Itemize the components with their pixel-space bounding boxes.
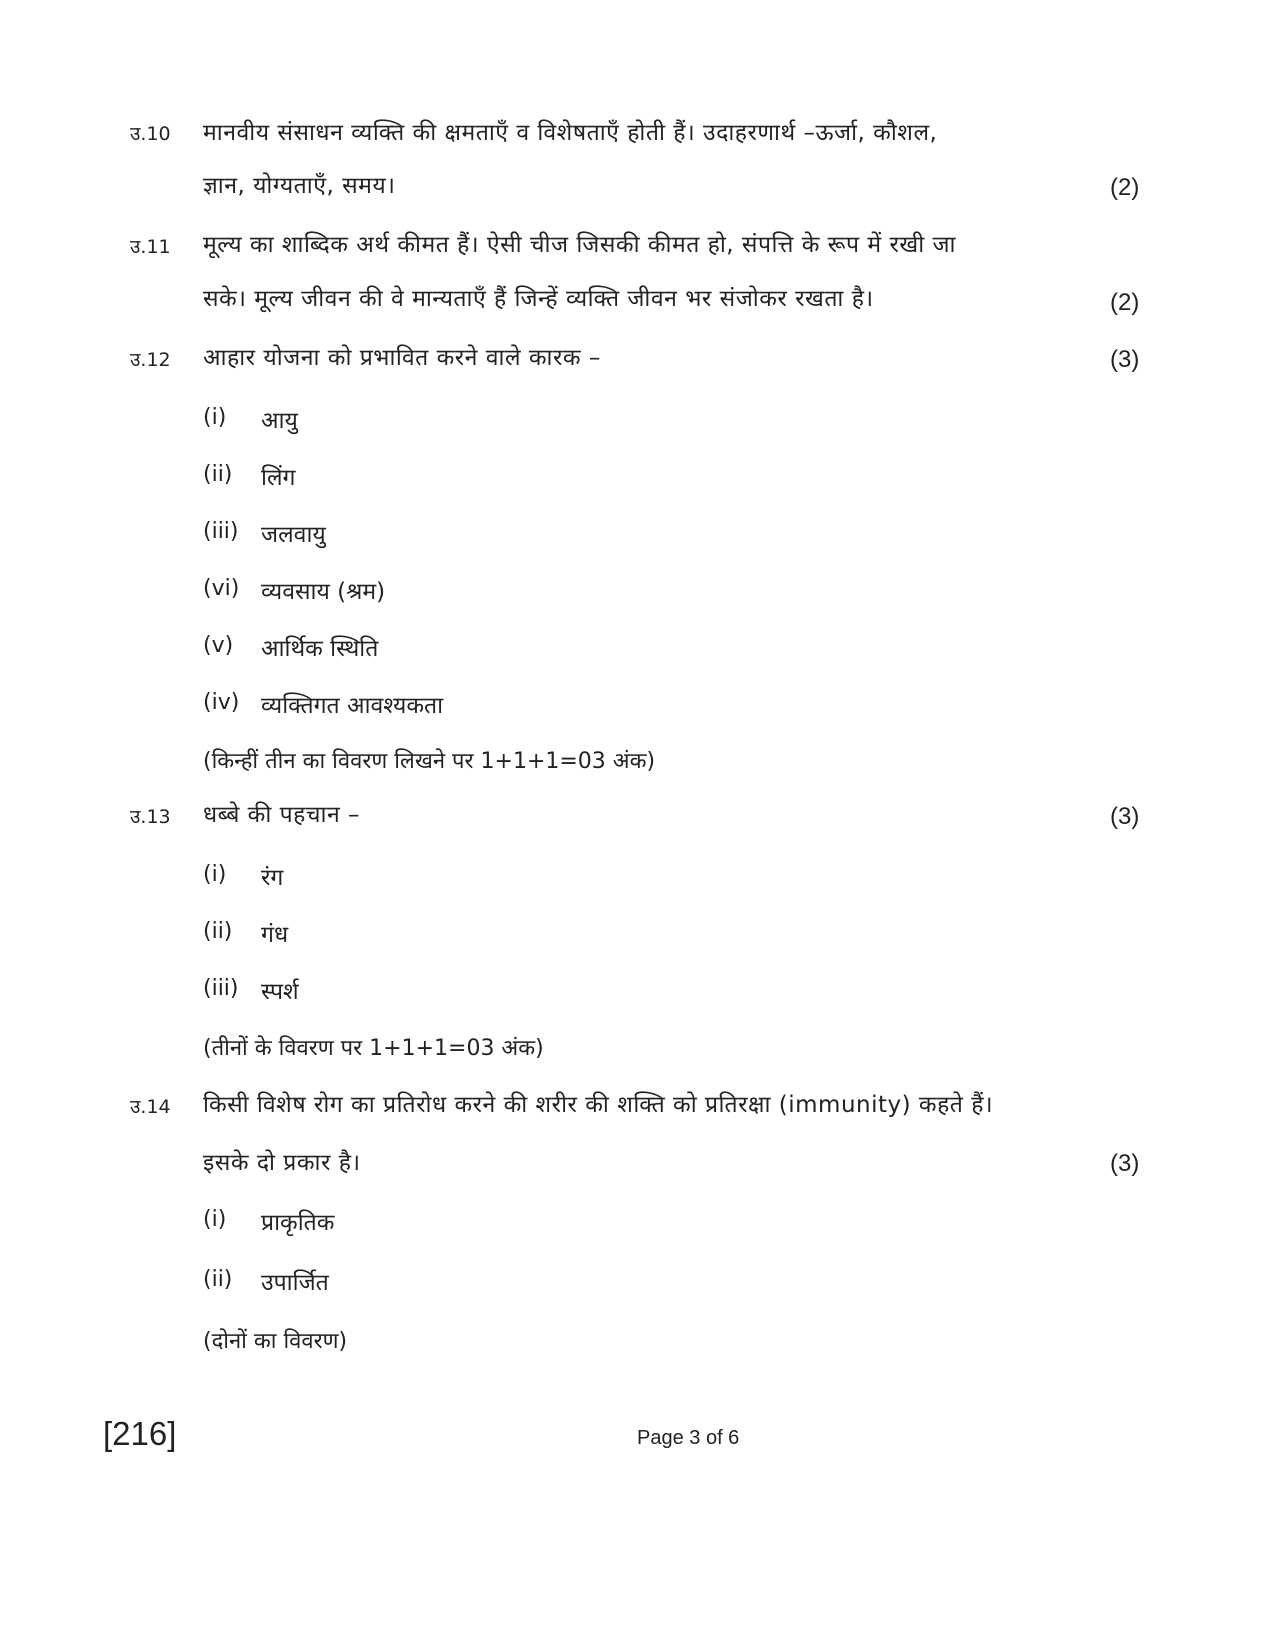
answer-13-line-1: धब्बे की पहचान – [203, 802, 361, 828]
list-item-roman: (i) [203, 862, 227, 887]
list-item-roman: (ii) [203, 1267, 233, 1292]
answer-12-line-1: आहार योजना को प्रभावित करने वाले कारक – [203, 345, 601, 371]
list-item-roman: (iii) [203, 976, 239, 1001]
list-item-roman: (ii) [203, 919, 233, 944]
answer-10-marks: (2) [1110, 174, 1140, 201]
list-item-text: जलवायु [261, 522, 326, 548]
list-item-text: रंग [261, 865, 284, 891]
list-item-text: आर्थिक स्थिति [261, 636, 379, 662]
answer-14-marks: (3) [1110, 1150, 1140, 1177]
answer-13-note: (तीनों के विवरण पर 1+1+1=03 अंक) [203, 1036, 544, 1061]
list-item-roman: (ii) [203, 462, 233, 487]
answer-11-line-2: सके। मूल्य जीवन की वे मान्यताएँ हैं जिन्हें व्यक्ति जीवन भर संजोकर रखता है। [203, 286, 874, 312]
list-item-roman: (i) [203, 1207, 227, 1232]
list-item-text: प्राकृतिक [261, 1210, 335, 1236]
subject-code: [216] [103, 1415, 177, 1452]
answer-number-12: उ.12 [130, 349, 171, 371]
list-item-roman: (i) [203, 405, 227, 430]
list-item-text: आयु [261, 408, 298, 434]
answer-10-line-2: ज्ञान, योग्यताएँ, समय। [203, 173, 396, 199]
list-item-text: गंध [261, 922, 289, 948]
answer-14-line-2: इसके दो प्रकार है। [203, 1150, 361, 1176]
list-item-roman: (vi) [203, 576, 240, 601]
answer-10-line-1: मानवीय संसाधन व्यक्ति की क्षमताएँ व विशेषताएँ होती हैं। उदाहरणार्थ –ऊर्जा, कौशल, [203, 120, 938, 146]
list-item-roman: (iv) [203, 690, 240, 715]
list-item-roman: (iii) [203, 519, 239, 544]
answer-11-marks: (2) [1110, 289, 1140, 316]
answer-number-11: उ.11 [130, 236, 171, 258]
answer-number-10: उ.10 [130, 123, 171, 145]
list-item-text: व्यवसाय (श्रम) [261, 579, 386, 605]
list-item-text: उपार्जित [261, 1270, 329, 1296]
answer-14-line-1: किसी विशेष रोग का प्रतिरोध करने की शरीर की शक्ति को प्रतिरक्षा (immunity) कहते हैं। [203, 1092, 994, 1118]
answer-12-note: (किन्हीं तीन का विवरण लिखने पर 1+1+1=03 अंक) [203, 749, 656, 774]
answer-number-14: उ.14 [130, 1096, 171, 1118]
list-item-text: स्पर्श [261, 979, 299, 1005]
list-item-text: व्यक्तिगत आवश्यकता [261, 693, 444, 719]
answer-13-marks: (3) [1110, 803, 1140, 830]
answer-12-marks: (3) [1110, 346, 1140, 373]
page-number: Page 3 of 6 [637, 1427, 740, 1449]
answer-11-line-1: मूल्य का शाब्दिक अर्थ कीमत हैं। ऐसी चीज जिसकी कीमत हो, संपत्ति के रूप में रखी जा [203, 232, 957, 258]
list-item-text: लिंग [261, 465, 296, 491]
answer-14-note: (दोनों का विवरण) [203, 1329, 348, 1354]
answer-number-13: उ.13 [130, 806, 171, 828]
list-item-roman: (v) [203, 633, 234, 658]
